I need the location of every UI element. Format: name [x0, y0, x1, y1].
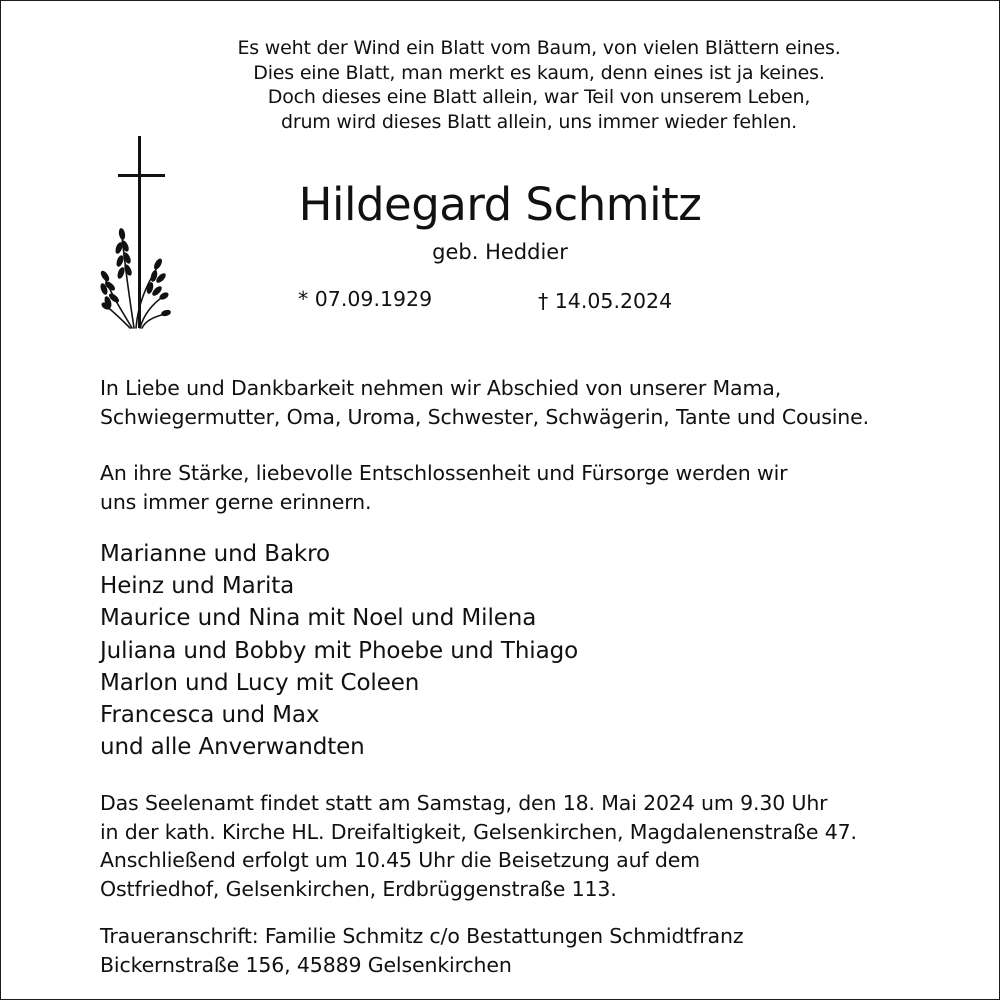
mourner-entry: und alle Anverwandten: [100, 734, 365, 761]
service-details: [100, 789, 857, 847]
poem-line: Es weht der Wind ein Blatt vom Baum, von vielen Blättern eines.: [237, 37, 841, 59]
cross-with-wheat-icon: [100, 136, 180, 332]
poem-line: Dies eine Blatt, man merkt es kaum, denn eines ist ja keines.: [253, 61, 825, 84]
mourners-list: [100, 538, 578, 763]
burial-details: [100, 846, 700, 904]
text-line: in der kath. Kirche HL. Dreifaltigkeit, Gelsenkirchen, Magdalenenstraße 47.: [100, 820, 857, 844]
text-line: uns immer gerne erinnern.: [100, 490, 372, 514]
maiden-name: geb. Heddier: [432, 240, 568, 264]
text-line: Bickernstraße 156, 45889 Gelsenkirchen: [100, 953, 512, 977]
poem-line: Doch dieses eine Blatt allein, war Teil von unserem Leben,: [267, 86, 811, 108]
text-line: Ostfriedhof, Gelsenkirchen, Erdbrüggenstraße 113.: [100, 877, 617, 901]
text-line: Traueranschrift: Familie Schmitz c/o Bestattungen Schmidtfranz: [100, 924, 744, 948]
text-line: Schwiegermutter, Oma, Uroma, Schwester, Schwägerin, Tante und Cousine.: [100, 405, 869, 429]
farewell-text: [100, 374, 869, 432]
mourner-entry: Marlon und Lucy mit Coleen: [100, 669, 420, 696]
text-line: Das Seelenamt findet statt am Samstag, den 18. Mai 2024 um 9.30 Uhr: [100, 791, 828, 815]
remembrance-text: [100, 459, 787, 517]
text-line: In Liebe und Dankbarkeit nehmen wir Abschied von unserer Mama,: [100, 376, 782, 400]
deceased-name: Hildegard Schmitz: [298, 178, 702, 231]
mourner-entry: Marianne und Bakro: [100, 541, 330, 567]
mourner-entry: Maurice und Nina mit Noel und Milena: [100, 605, 537, 632]
mourning-address: [100, 922, 743, 980]
text-line: Anschließend erfolgt um 10.45 Uhr die Beisetzung auf dem: [100, 848, 700, 872]
death-date: † 14.05.2024: [538, 289, 673, 313]
memorial-poem: [100, 36, 978, 134]
text-line: An ihre Stärke, liebevolle Entschlossenheit und Fürsorge werden wir: [100, 461, 788, 485]
poem-line: drum wird dieses Blatt allein, uns immer wieder fehlen.: [280, 110, 798, 133]
mourner-entry: Juliana und Bobby mit Phoebe und Thiago: [100, 637, 579, 664]
birth-date: * 07.09.1929: [298, 287, 433, 311]
mourner-entry: Heinz und Marita: [100, 573, 295, 600]
mourner-entry: Francesca und Max: [100, 702, 320, 729]
